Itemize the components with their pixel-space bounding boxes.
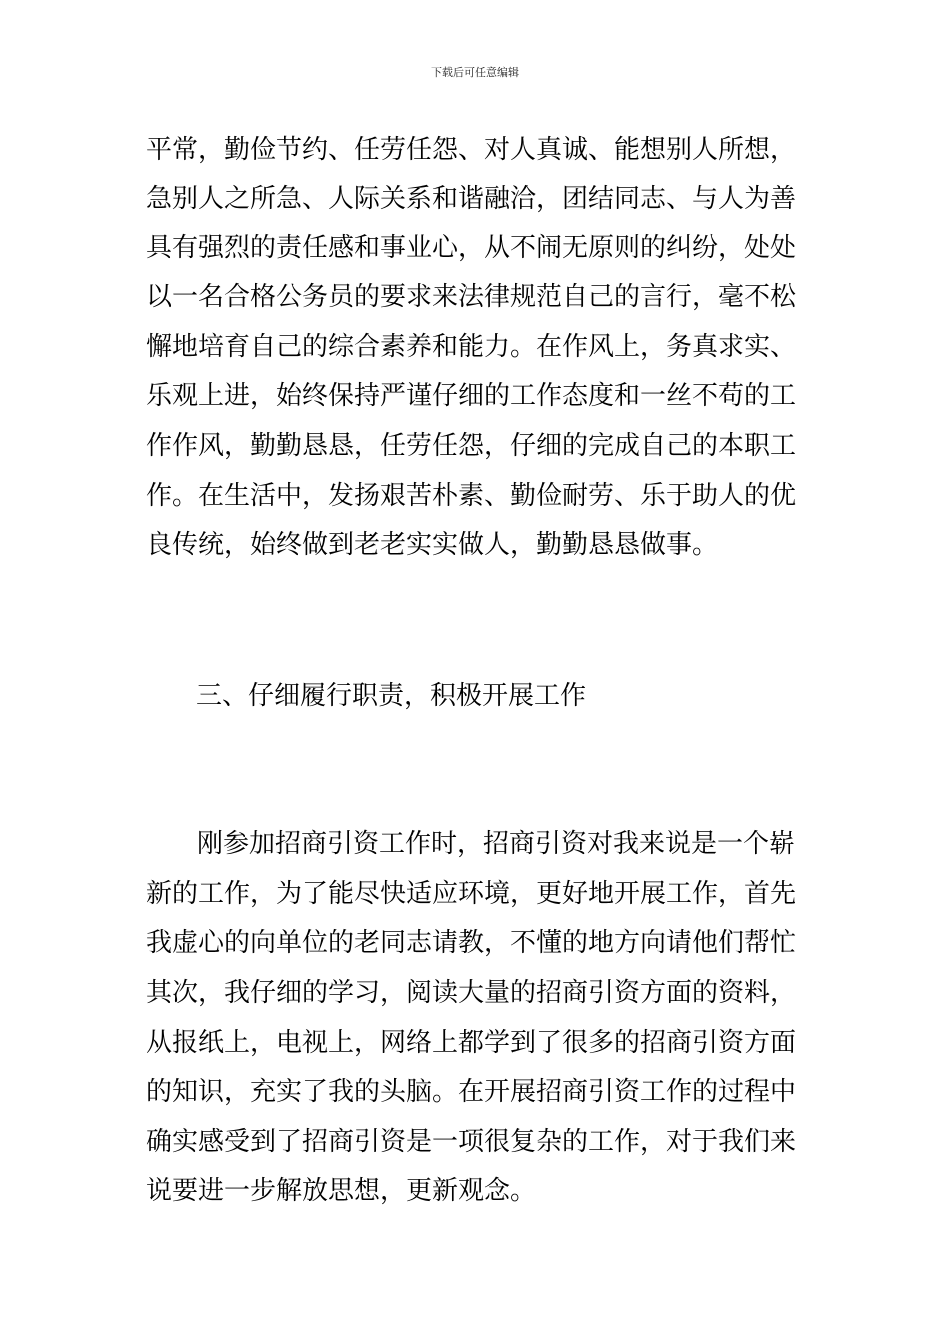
page-header-note: 下载后可任意编辑 [431, 66, 519, 79]
section-heading: 三、仔细履行职责，积极开展工作 [196, 681, 587, 711]
paragraph-line: 从报纸上，电视上，网络上都学到了很多的招商引资方面 [146, 1028, 797, 1058]
paragraph-line: 说要进一步解放思想，更新观念。 [146, 1176, 537, 1206]
paragraph-line: 懈地培育自己的综合素养和能力。在作风上，务真求实、 [146, 332, 797, 362]
paragraph-line: 我虚心的向单位的老同志请教，不懂的地方向请他们帮忙 [146, 928, 797, 958]
paragraph-line: 刚参加招商引资工作时，招商引资对我来说是一个崭 [197, 829, 796, 859]
paragraph-line: 其次，我仔细的学习，阅读大量的招商引资方面的资料， [146, 978, 797, 1008]
paragraph-line: 的知识，充实了我的头脑。在开展招商引资工作的过程中 [146, 1077, 797, 1107]
paragraph-line: 平常，勤俭节约、任劳任怨、对人真诚、能想别人所想， [146, 135, 797, 165]
paragraph-line: 乐观上进，始终保持严谨仔细的工作态度和一丝不苟的工 [146, 381, 797, 411]
paragraph-line: 新的工作，为了能尽快适应环境，更好地开展工作，首先 [146, 879, 797, 909]
paragraph-line: 以一名合格公务员的要求来法律规范自己的言行，毫不松 [146, 282, 797, 312]
paragraph-line: 具有强烈的责任感和事业心，从不闹无原则的纠纷，处处 [146, 233, 797, 263]
paragraph-line: 良传统，始终做到老老实实做人，勤勤恳恳做事。 [146, 530, 719, 560]
paragraph-line: 作。在生活中，发扬艰苦朴素、勤俭耐劳、乐于助人的优 [146, 481, 797, 511]
paragraph-line: 确实感受到了招商引资是一项很复杂的工作，对于我们来 [146, 1127, 797, 1157]
paragraph-line: 作作风，勤勤恳恳，任劳任怨，仔细的完成自己的本职工 [146, 431, 797, 461]
paragraph-line: 急别人之所急、人际关系和谐融洽，团结同志、与人为善 [146, 184, 797, 214]
